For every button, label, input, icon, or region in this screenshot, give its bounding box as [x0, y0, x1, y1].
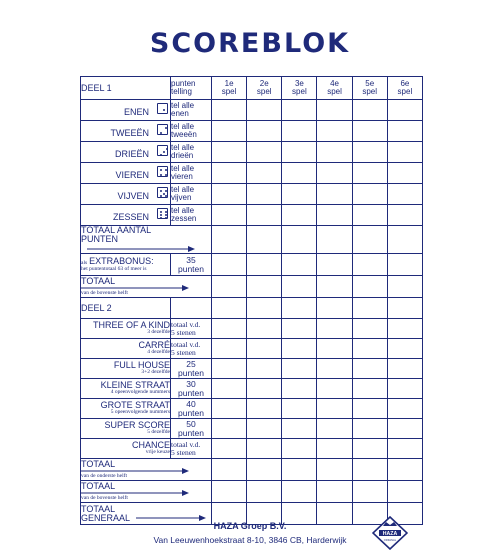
score-cell-part1-1-game-1[interactable] — [212, 100, 247, 121]
score-cell-total-points-game-4[interactable] — [317, 226, 352, 254]
part2-row-label — [81, 439, 171, 459]
score-cell-part2-6-game-1[interactable] — [212, 419, 247, 439]
score-cell-part1-3-game-1[interactable] — [212, 142, 247, 163]
points-rule-line1: tel alle — [171, 206, 195, 215]
deel1-label: DEEL 1 — [81, 77, 171, 100]
points-rule-line1: tel alle — [171, 185, 195, 194]
part2-row-label-text: CHANCE — [131, 440, 170, 451]
die-4-icon — [157, 166, 168, 177]
part2-points-rule — [171, 339, 212, 359]
part2-row — [81, 359, 423, 379]
row-label-text: VIJVEN — [117, 191, 149, 201]
points-rule-line2: enen — [171, 109, 189, 118]
score-cell-part2-5-game-2[interactable] — [247, 399, 282, 419]
score-cell-part1-6-game-1[interactable] — [212, 205, 247, 226]
part1-row — [81, 184, 423, 205]
score-cell-total-points-game-5[interactable] — [352, 226, 387, 254]
part2-points-line1: totaal v.d. — [171, 440, 201, 449]
part2-points-line1: 40 — [186, 399, 196, 409]
score-cell-part2-5-game-1[interactable] — [212, 399, 247, 419]
score-cell-total-points-game-1[interactable] — [212, 226, 247, 254]
score-cell-part1-2-game-3[interactable] — [282, 121, 317, 142]
part2-row-label — [81, 319, 171, 339]
points-rule-line1: tel alle — [171, 143, 195, 152]
score-cell-part2-4-game-2[interactable] — [247, 379, 282, 399]
extrabonus-row — [81, 254, 423, 276]
row-label — [81, 100, 171, 121]
points-rule-line1: tel alle — [171, 122, 195, 131]
total-points-line1: TOTAAL AANTAL — [81, 225, 152, 235]
score-cell-part1-3-game-3[interactable] — [282, 142, 317, 163]
part2-points-line2: 5 stenen — [171, 347, 196, 357]
score-cell-part2-7-game-5[interactable] — [352, 439, 387, 459]
score-cell-part2-1-game-6[interactable] — [387, 319, 422, 339]
row-label — [81, 163, 171, 184]
game-header-num: 1e — [224, 79, 234, 88]
score-cell-part2-5-game-5[interactable] — [352, 399, 387, 419]
die-3-icon — [157, 145, 168, 156]
score-cell-part1-1-game-6[interactable] — [387, 100, 422, 121]
part1-row — [81, 163, 423, 184]
part1-row — [81, 142, 423, 163]
score-cell-extrabonus-game-1[interactable] — [212, 254, 247, 276]
part2-row — [81, 419, 423, 439]
score-cell-part2-3-game-1[interactable] — [212, 359, 247, 379]
part2-points-line1: 25 — [186, 359, 196, 369]
part2-points-line1: totaal v.d. — [171, 340, 201, 349]
score-cell-part2-3-game-6[interactable] — [387, 359, 422, 379]
points-rule-line2: drieën — [171, 151, 194, 160]
score-cell-part2-2-game-1[interactable] — [212, 339, 247, 359]
points-rule-line1: tel alle — [171, 164, 195, 173]
part2-row-label — [81, 379, 171, 399]
score-cell-part2-6-game-3[interactable] — [282, 419, 317, 439]
part1-row — [81, 121, 423, 142]
part2-points-line2: punten — [178, 387, 204, 398]
part2-points-rule — [171, 439, 212, 459]
game-header-2 — [247, 77, 282, 100]
score-cell-part1-4-game-3[interactable] — [282, 163, 317, 184]
score-cell-total-lower-game-5[interactable] — [352, 459, 387, 481]
part1-row — [81, 205, 423, 226]
score-cell-part1-4-game-4[interactable] — [317, 163, 352, 184]
score-cell-part1-1-game-4[interactable] — [317, 100, 352, 121]
die-5-icon — [157, 187, 168, 198]
total-upper-part1-label — [81, 276, 212, 298]
score-cell-total-upper-game-2[interactable] — [247, 481, 282, 503]
part2-points-rule — [171, 359, 212, 379]
game-header-word: spel — [292, 87, 307, 96]
extrabonus-points-line1: 35 — [186, 255, 196, 265]
total-upper-label — [81, 481, 212, 503]
total-points-row — [81, 226, 423, 254]
extrabonus-label — [81, 254, 171, 276]
score-cell-extrabonus-game-2[interactable] — [247, 254, 282, 276]
game-header-word: spel — [362, 87, 378, 96]
haza-logo-icon — [372, 516, 408, 550]
header-row — [81, 77, 423, 100]
total-upper-part1 — [81, 276, 423, 298]
part2-title-row — [81, 298, 423, 319]
score-cell-total-upper-part1-game-4[interactable] — [317, 276, 352, 298]
score-cell-part2-title-game-4[interactable] — [317, 298, 352, 319]
score-cell-part1-5-game-3[interactable] — [282, 184, 317, 205]
score-cell-part2-4-game-1[interactable] — [212, 379, 247, 399]
total-lower-sub: van de onderste helft — [81, 472, 127, 479]
score-cell-total-upper-part1-game-5[interactable] — [352, 276, 387, 298]
die-2-icon — [157, 124, 168, 135]
game-header-word: spel — [256, 87, 272, 96]
score-cell-part1-2-game-2[interactable] — [247, 121, 282, 142]
score-cell-total-points-game-3[interactable] — [282, 226, 317, 254]
score-cell-extrabonus-game-3[interactable] — [282, 254, 317, 276]
logo-sub: ORIGINAL — [383, 539, 397, 542]
score-cell-part2-1-game-5[interactable] — [352, 319, 387, 339]
score-cell-part1-1-game-2[interactable] — [247, 100, 282, 121]
score-cell-part2-7-game-1[interactable] — [212, 439, 247, 459]
score-cell-part1-2-game-5[interactable] — [352, 121, 387, 142]
score-cell-part1-3-game-5[interactable] — [352, 142, 387, 163]
score-cell-part2-3-game-4[interactable] — [317, 359, 352, 379]
score-cell-part1-5-game-5[interactable] — [352, 184, 387, 205]
game-header-4 — [317, 77, 352, 100]
part2-points-rule — [171, 379, 212, 399]
part2-row-label-text: GROTE STRAAT — [100, 400, 170, 411]
extrabonus-points — [171, 254, 212, 276]
score-cell-part2-3-game-3[interactable] — [282, 359, 317, 379]
score-cell-part1-4-game-1[interactable] — [212, 163, 247, 184]
footer-company: HAZA Groep B.V. — [213, 521, 287, 531]
part2-row-label-sub: 3+2 dezelfde — [141, 369, 170, 376]
part2-row-label-text: KLEINE STRAAT — [100, 380, 170, 391]
score-cell-part2-3-game-2[interactable] — [247, 359, 282, 379]
score-cell-part1-5-game-2[interactable] — [247, 184, 282, 205]
score-cell-part1-1-game-3[interactable] — [282, 100, 317, 121]
points-header — [171, 77, 212, 100]
points-rule-line1: tel alle — [171, 101, 195, 110]
die-1-icon — [157, 103, 168, 114]
score-cell-total-upper-game-3[interactable] — [282, 481, 317, 503]
total-lower-text: TOTAAL — [81, 458, 116, 469]
part2-row-label-sub: 4 opeenvolgende nummers — [110, 389, 170, 396]
score-cell-part1-5-game-6[interactable] — [387, 184, 422, 205]
part2-row — [81, 339, 423, 359]
points-rule — [171, 121, 212, 142]
part2-points-line2: 5 stenen — [171, 447, 196, 457]
part2-row — [81, 319, 423, 339]
score-cell-part2-4-game-3[interactable] — [282, 379, 317, 399]
score-cell-part1-5-game-1[interactable] — [212, 184, 247, 205]
part2-row-label-text: CARRÉ — [138, 340, 170, 351]
points-rule — [171, 184, 212, 205]
part2-points-rule — [171, 419, 212, 439]
part2-row-label — [81, 419, 171, 439]
score-cell-part1-4-game-2[interactable] — [247, 163, 282, 184]
part2-points-line2: punten — [178, 427, 204, 438]
score-cell-part2-2-game-4[interactable] — [317, 339, 352, 359]
game-header-word: spel — [327, 87, 342, 96]
score-cell-total-upper-part1-game-1[interactable] — [212, 276, 247, 298]
total-generaal-sub: GENERAAL — [81, 512, 131, 523]
score-cell-part2-4-game-6[interactable] — [387, 379, 422, 399]
row-label-text: ZESSEN — [112, 212, 149, 222]
score-cell-part1-6-game-2[interactable] — [247, 205, 282, 226]
game-header-3 — [282, 77, 317, 100]
score-cell-part1-1-game-5[interactable] — [352, 100, 387, 121]
logo-text: HAZA — [382, 531, 398, 537]
row-label — [81, 121, 171, 142]
score-cell-part2-title-game-5[interactable] — [352, 298, 387, 319]
score-cell-total-upper-game-6[interactable] — [387, 481, 422, 503]
score-cell-part2-4-game-5[interactable] — [352, 379, 387, 399]
score-cell-part1-4-game-6[interactable] — [387, 163, 422, 184]
total-upper-part1-sub: van de bovenste helft — [81, 289, 128, 296]
points-rule — [171, 142, 212, 163]
extrabonus-points-line2: punten — [178, 263, 204, 274]
score-cell-part1-6-game-4[interactable] — [317, 205, 352, 226]
score-cell-total-points-game-2[interactable] — [247, 226, 282, 254]
score-table-body — [81, 77, 423, 525]
score-cell-total-points-game-6[interactable] — [387, 226, 422, 254]
game-header-num: 3e — [294, 79, 304, 88]
score-cell-part1-6-game-6[interactable] — [387, 205, 422, 226]
score-cell-part2-5-game-4[interactable] — [317, 399, 352, 419]
score-cell-part2-1-game-4[interactable] — [317, 319, 352, 339]
score-cell-total-upper-part1-game-6[interactable] — [387, 276, 422, 298]
part2-row-label-sub: 5 dezelfde — [147, 429, 170, 436]
total-lower — [81, 459, 423, 481]
points-rule-line2: vieren — [171, 172, 193, 181]
part2-points-line1: 50 — [186, 419, 196, 429]
score-cell-extrabonus-game-6[interactable] — [387, 254, 422, 276]
footer-address: Van Leeuwenhoekstraat 8-10, 3846 CB, Harderwijk — [153, 535, 347, 545]
part2-row-label — [81, 399, 171, 419]
part2-row-label — [81, 339, 171, 359]
part2-points-line1: 30 — [186, 379, 196, 389]
points-rule — [171, 163, 212, 184]
score-cell-part2-6-game-4[interactable] — [317, 419, 352, 439]
part2-points-line1: totaal v.d. — [171, 320, 201, 329]
score-cell-part2-7-game-2[interactable] — [247, 439, 282, 459]
score-cell-total-lower-game-2[interactable] — [247, 459, 282, 481]
score-cell-extrabonus-game-5[interactable] — [352, 254, 387, 276]
score-cell-total-upper-part1-game-2[interactable] — [247, 276, 282, 298]
points-rule-line2: zessen — [171, 214, 197, 223]
total-points-label — [81, 226, 212, 254]
points-rule-line2: vijven — [171, 193, 192, 202]
game-header-word: spel — [221, 87, 237, 96]
score-cell-part2-1-game-2[interactable] — [247, 319, 282, 339]
part2-title-points-blank — [171, 298, 212, 319]
part2-row — [81, 399, 423, 419]
score-cell-part2-title-game-3[interactable] — [282, 298, 317, 319]
part2-points-rule — [171, 319, 212, 339]
game-header-num: 6e — [400, 79, 410, 88]
points-header-line2: telling — [171, 87, 192, 96]
row-label-text: VIEREN — [115, 170, 149, 180]
score-cell-total-upper-game-4[interactable] — [317, 481, 352, 503]
score-cell-part1-6-game-3[interactable] — [282, 205, 317, 226]
score-cell-part2-title-game-2[interactable] — [247, 298, 282, 319]
score-cell-part2-5-game-3[interactable] — [282, 399, 317, 419]
part2-row-label — [81, 359, 171, 379]
score-cell-total-lower-game-1[interactable] — [212, 459, 247, 481]
total-upper-sub: van de bovenste helft — [81, 494, 128, 501]
part2-row-label-text: SUPER SCORE — [104, 420, 170, 431]
score-cell-part1-3-game-2[interactable] — [247, 142, 282, 163]
arrow-icon — [81, 285, 211, 291]
row-label-text: TWEEËN — [110, 128, 149, 138]
part2-row-label-text: FULL HOUSE — [113, 360, 170, 371]
score-cell-part1-2-game-4[interactable] — [317, 121, 352, 142]
score-cell-part1-2-game-6[interactable] — [387, 121, 422, 142]
extrabonus-prefix: als — [81, 260, 88, 266]
total-upper-text: TOTAAL — [81, 480, 116, 491]
score-cell-part2-7-game-6[interactable] — [387, 439, 422, 459]
row-label — [81, 184, 171, 205]
points-rule — [171, 100, 212, 121]
arrow-icon — [81, 468, 211, 474]
total-upper — [81, 481, 423, 503]
row-label — [81, 142, 171, 163]
score-cell-total-lower-game-6[interactable] — [387, 459, 422, 481]
score-cell-part1-6-game-5[interactable] — [352, 205, 387, 226]
score-cell-part2-2-game-6[interactable] — [387, 339, 422, 359]
part2-points-rule — [171, 399, 212, 419]
score-cell-total-upper-part1-game-3[interactable] — [282, 276, 317, 298]
score-cell-part2-2-game-3[interactable] — [282, 339, 317, 359]
score-cell-part2-3-game-5[interactable] — [352, 359, 387, 379]
die-6-icon — [157, 208, 168, 219]
points-header-line1: punten — [171, 79, 196, 88]
part2-row-label-text: THREE OF A KIND — [92, 320, 170, 331]
extrabonus-text: EXTRABONUS: — [89, 256, 154, 266]
extrabonus-sub: het puntentotaal 63 of meer is — [81, 265, 147, 272]
points-rule-line2: tweeën — [171, 130, 197, 139]
score-cell-part2-title-game-6[interactable] — [387, 298, 422, 319]
score-cell-part2-title-game-1[interactable] — [212, 298, 247, 319]
score-cell-part2-5-game-6[interactable] — [387, 399, 422, 419]
total-lower-label — [81, 459, 212, 481]
part2-row-label-sub: 3 dezelfde — [147, 329, 170, 336]
row-label — [81, 205, 171, 226]
game-header-5 — [352, 77, 387, 100]
score-cell-extrabonus-game-4[interactable] — [317, 254, 352, 276]
score-cell-part2-4-game-4[interactable] — [317, 379, 352, 399]
part2-points-line2: punten — [178, 367, 204, 378]
part1-row — [81, 100, 423, 121]
score-cell-part2-6-game-2[interactable] — [247, 419, 282, 439]
part2-points-line2: 5 stenen — [171, 327, 196, 337]
score-cell-part2-1-game-3[interactable] — [282, 319, 317, 339]
arrow-icon — [136, 515, 206, 521]
score-cell-part1-5-game-4[interactable] — [317, 184, 352, 205]
game-header-num: 2e — [259, 79, 269, 88]
game-header-6 — [387, 77, 422, 100]
page-title: SCOREBLOK — [149, 28, 351, 59]
part2-row-label-sub: vrije keuze — [145, 449, 170, 456]
arrow-icon — [87, 246, 195, 252]
part2-row-label-sub: 4 dezelfde — [147, 349, 170, 356]
score-cell-part1-2-game-1[interactable] — [212, 121, 247, 142]
total-generaal-text: TOTAAL — [81, 503, 116, 514]
total-upper-part1-text: TOTAAL — [81, 275, 116, 286]
points-rule — [171, 205, 212, 226]
score-cell-part1-4-game-5[interactable] — [352, 163, 387, 184]
part2-row-label-sub: 5 opeenvolgende nummers — [110, 409, 170, 416]
arrow-icon — [81, 490, 211, 496]
part2-row — [81, 439, 423, 459]
score-cell-part2-2-game-2[interactable] — [247, 339, 282, 359]
game-header-num: 5e — [365, 79, 375, 88]
score-cell-part2-6-game-6[interactable] — [387, 419, 422, 439]
score-cell-part1-3-game-4[interactable] — [317, 142, 352, 163]
total-points-line2: PUNTEN — [81, 234, 119, 244]
score-cell-total-lower-game-4[interactable] — [317, 459, 352, 481]
score-cell-part1-3-game-6[interactable] — [387, 142, 422, 163]
part2-points-line2: punten — [178, 407, 204, 418]
part2-row — [81, 379, 423, 399]
score-cell-total-upper-game-5[interactable] — [352, 481, 387, 503]
deel2-label: DEEL 2 — [81, 298, 171, 319]
game-header-word: spel — [397, 87, 413, 96]
score-cell-total-lower-game-3[interactable] — [282, 459, 317, 481]
score-table — [80, 76, 423, 525]
game-header-num: 4e — [330, 79, 339, 88]
row-label-text: DRIEËN — [114, 149, 149, 159]
score-cell-part2-7-game-4[interactable] — [317, 439, 352, 459]
score-cell-part2-2-game-5[interactable] — [352, 339, 387, 359]
row-label-text: ENEN — [123, 107, 149, 117]
score-cell-total-upper-game-1[interactable] — [212, 481, 247, 503]
score-cell-part2-6-game-5[interactable] — [352, 419, 387, 439]
score-cell-part2-7-game-3[interactable] — [282, 439, 317, 459]
game-header-1 — [212, 77, 247, 100]
score-cell-part2-1-game-1[interactable] — [212, 319, 247, 339]
